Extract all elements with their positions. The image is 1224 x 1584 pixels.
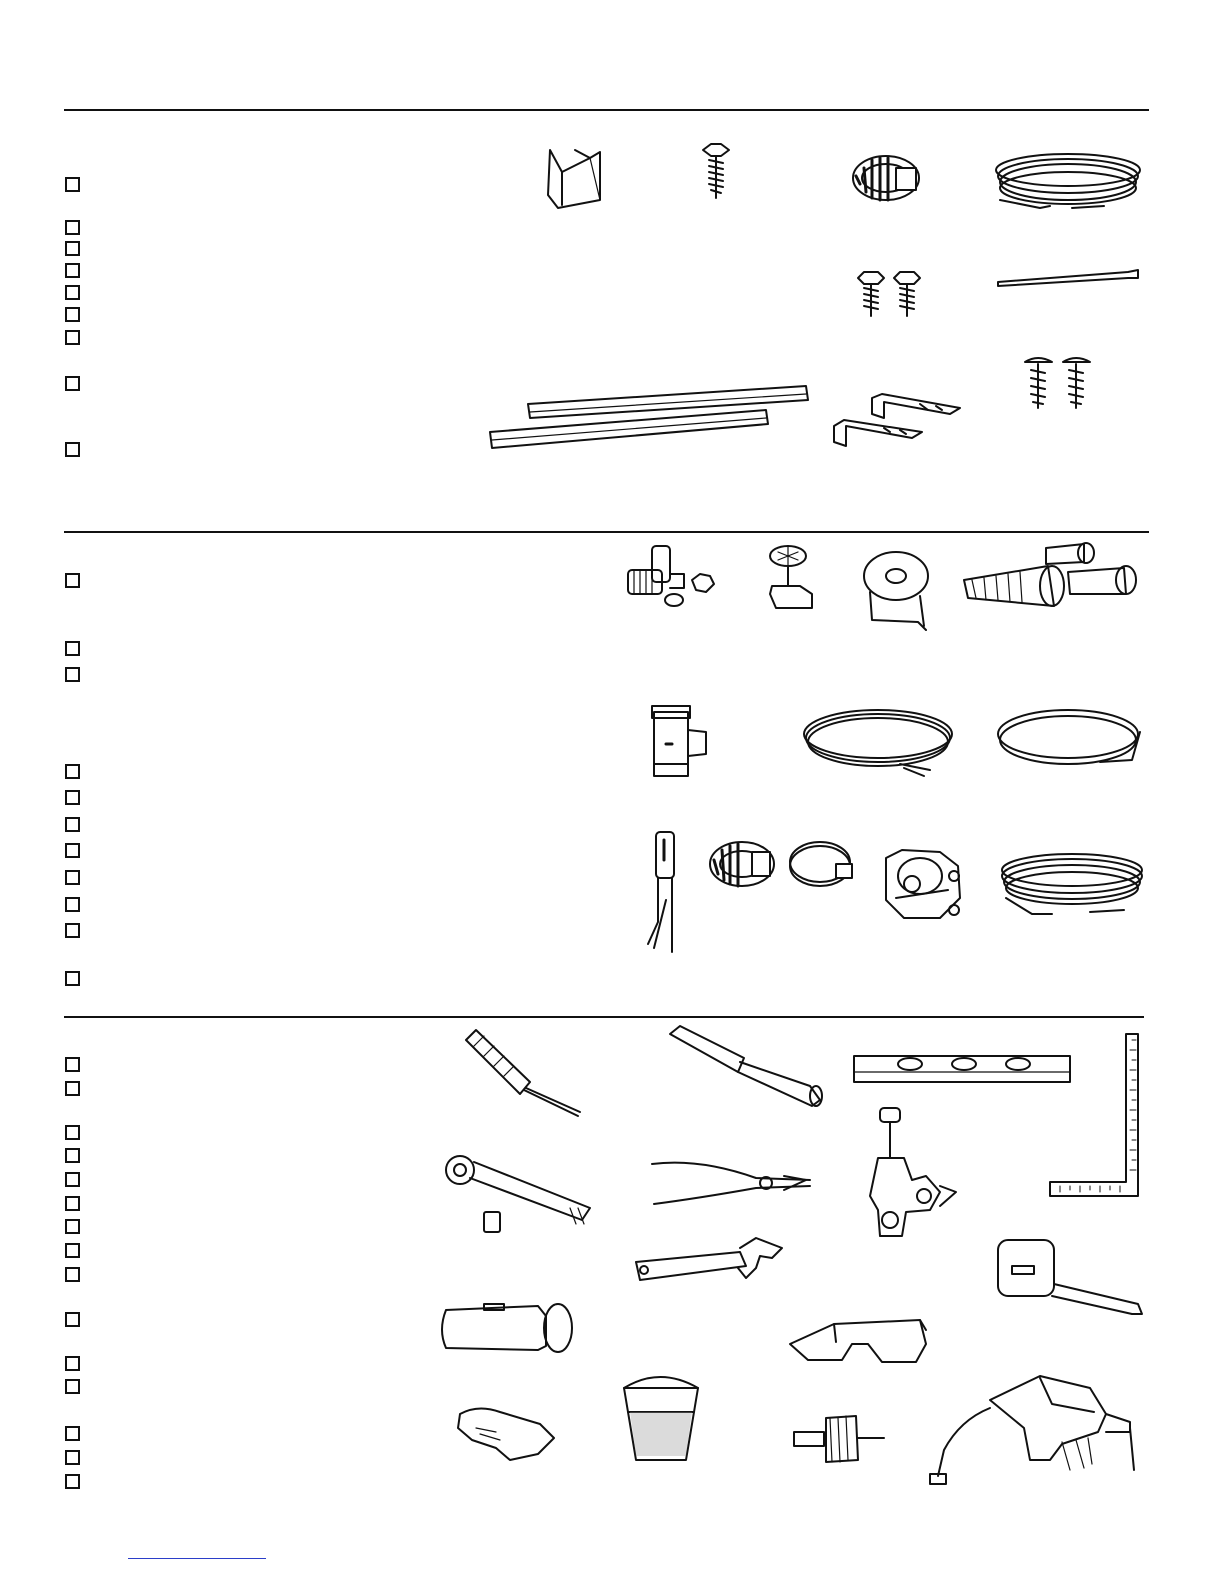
pliers-icon <box>652 1163 810 1204</box>
gloves-icon <box>458 1408 554 1460</box>
safety-glasses-icon <box>790 1320 926 1362</box>
drain-wye-icon <box>648 832 674 952</box>
bucket-icon <box>624 1377 698 1460</box>
ratchet-socket-icon <box>446 1156 590 1232</box>
mounting-brackets-icon <box>834 394 960 446</box>
power-cord-coil-icon <box>804 710 952 776</box>
phillips-screwdriver-icon <box>466 1030 580 1116</box>
shutoff-valve-icon <box>628 546 714 606</box>
bracket-icon <box>548 150 600 208</box>
adjustable-wrench-icon <box>636 1238 782 1280</box>
nut-driver-icon <box>670 1026 822 1106</box>
tape-measure-icon <box>998 1240 1142 1314</box>
water-valve-icon <box>770 546 812 608</box>
hose-clamp-icon <box>853 156 919 200</box>
screws-icon <box>1025 358 1090 408</box>
side-trim-rails-icon <box>490 386 808 448</box>
junction-box-icon <box>886 850 960 918</box>
tubing-coil-icon <box>998 710 1140 764</box>
tubing-cutter-icon <box>870 1108 956 1236</box>
screw-icon <box>703 144 729 198</box>
braided-hose-icon <box>1002 854 1142 914</box>
screws-icon <box>858 272 920 316</box>
braided-hose-icon <box>996 154 1140 208</box>
hole-saw-icon <box>794 1416 884 1462</box>
cable-tie-icon <box>998 270 1138 286</box>
footer-link-underline[interactable] <box>128 1558 266 1559</box>
power-drill-icon <box>930 1376 1134 1484</box>
carpenter-square-icon <box>1050 1034 1138 1196</box>
drain-tee-icon <box>652 706 706 776</box>
wire-nuts-icon <box>964 543 1136 606</box>
flashlight-icon <box>442 1304 572 1352</box>
teflon-tape-icon <box>864 552 928 630</box>
level-icon <box>854 1056 1070 1082</box>
hose-clamps-icon <box>710 842 852 886</box>
